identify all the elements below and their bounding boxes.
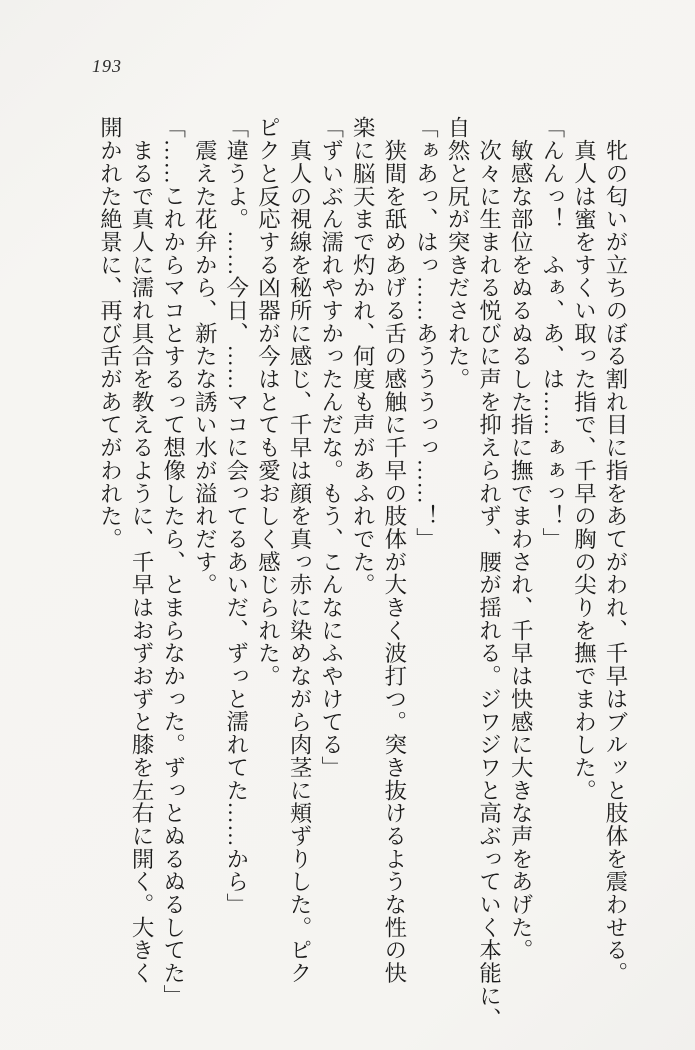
text-line: 自然と尻が突きだされた。 [445, 116, 471, 391]
text-line: 「んんっ！ ふぁ、あ、は……ぁぁっ！」 [539, 116, 565, 551]
text-line: ピクと反応する凶器が今はとても愛おしく感じられた。 [255, 116, 281, 688]
text-line: 狭間を舐めあげる舌の感触に千早の肢体が大きく波打つ。突き抜けるような性の快 [381, 116, 407, 985]
text-line: 牝の匂いが立ちのぼる割れ目に指をあてがわれ、千早はブルッと肢体を震わせる。 [603, 116, 628, 985]
text-line: まるで真人に濡れ具合を教えるように、千早はおずおずと膝を左右に開く。大きく [129, 116, 155, 985]
text-line: 真人の視線を秘所に感じ、千早は顔を真っ赤に染めながら肉茎に頬ずりした。ピク [287, 116, 313, 985]
text-block [94, 116, 631, 1030]
text-line: 開かれた絶景に、再び舌があてがわれた。 [97, 116, 123, 551]
page-number: 193 [92, 56, 122, 76]
text-line: 「ぁあっ、はっ……あうううっっ……！」 [413, 116, 439, 551]
text-line: 「ずいぶん濡れやすかったんだな。もう、こんなにふやけてる」 [318, 116, 344, 779]
text-line: 敏感な部位をぬるぬるした指に撫でまわされ、千早は快感に大きな声をあげた。 [508, 116, 534, 962]
text-line: 次々に生まれる悦びに声を抑えられず、腰が揺れる。ジワジワと高ぶっていく本能に、 [476, 116, 502, 1030]
text-line: 「……これからマコとするって想像したら、とまらなかった。ずっとぬるぬるしてた」 [160, 116, 186, 1008]
text-line: 「違うよ。……今日、……マコに会ってるあいだ、ずっと濡れてた……から」 [223, 116, 249, 916]
text-line: 震えた花弁から、新たな誘い水が溢れだす。 [192, 116, 218, 596]
text-line: 楽に脳天まで灼かれ、何度も声があふれでた。 [350, 116, 376, 596]
text-line: 真人は蜜をすくい取った指で、千早の胸の尖りを撫でまわした。 [571, 116, 597, 802]
